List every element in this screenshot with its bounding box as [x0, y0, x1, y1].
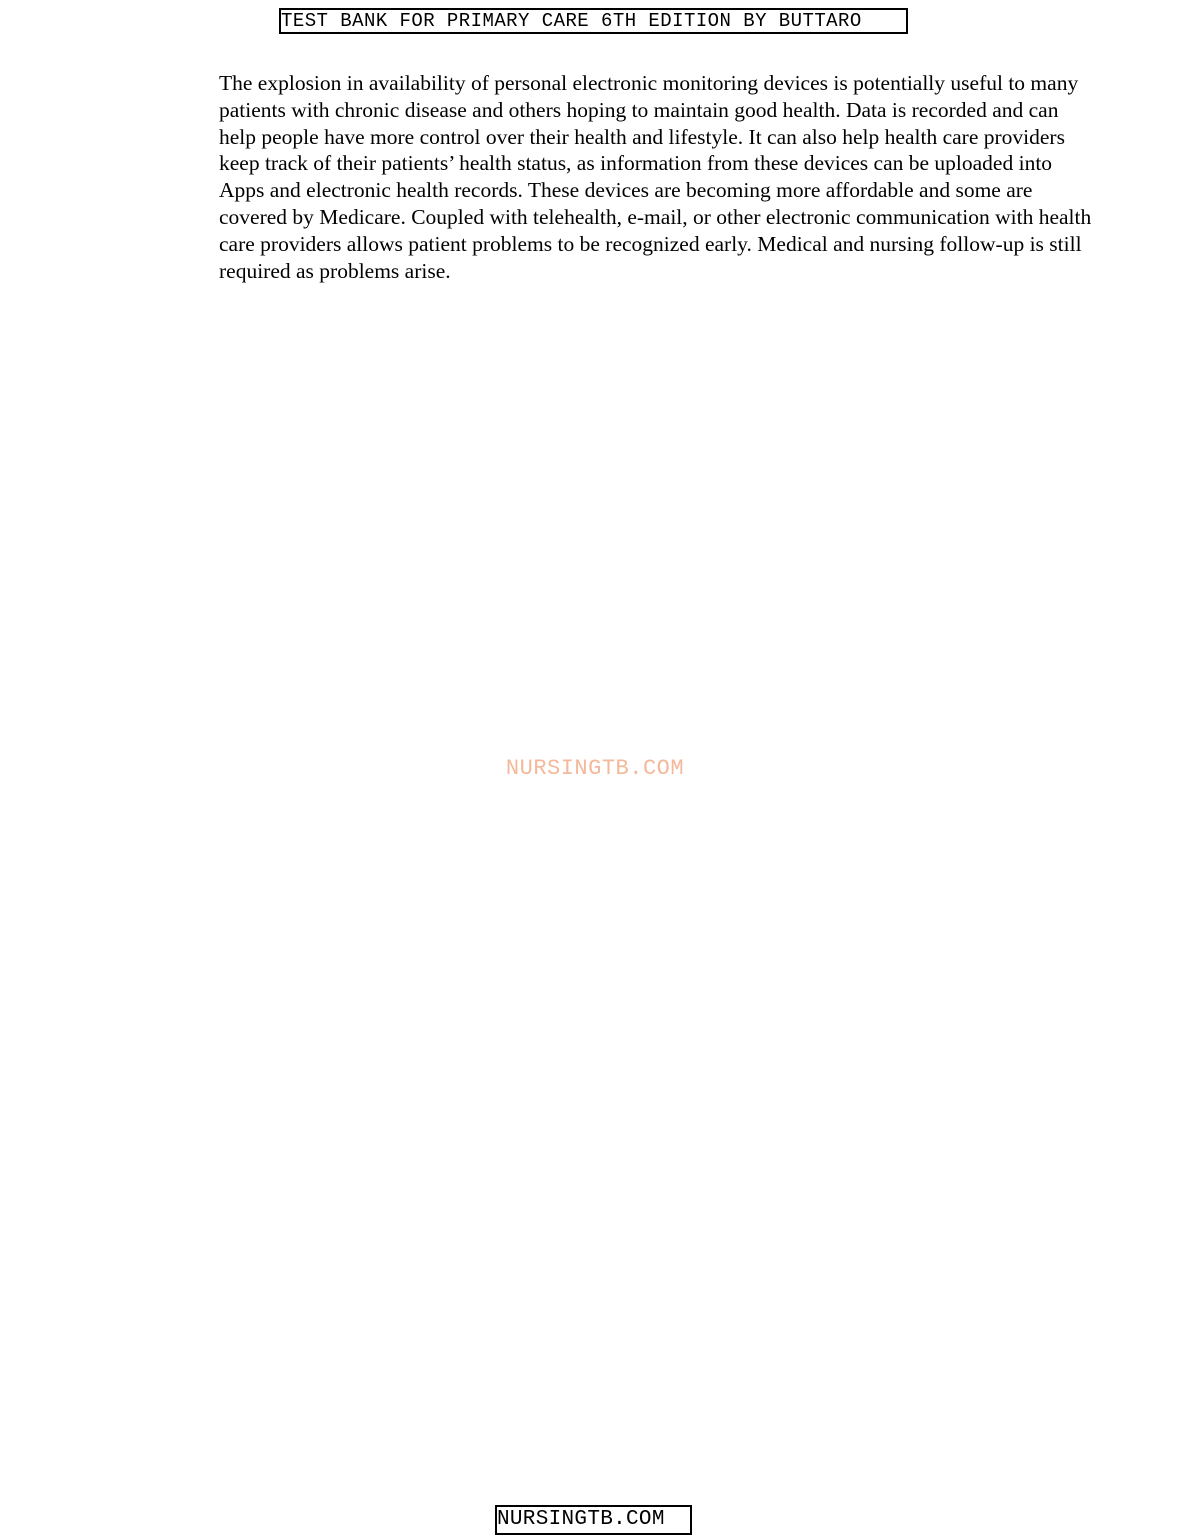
footer-banner: NURSINGTB.COM: [495, 1505, 692, 1535]
body-paragraph: The explosion in availability of personal electronic monitoring devices is potentially useful to many patients with chronic disease and others hoping to maintain good health. Data is recorded and can help people have more control over their health and lifestyle. It can also help health care providers keep track of their patients’ health status, as information from these devices can be uploaded into Apps and electronic health records. These devices are becoming more affordable and some are covered by Medicare. Coupled with telehealth, e-mail, or other electronic communication with health care providers allows patient problems to be recognized early. Medical and nursing follow-up is still required as problems arise.: [219, 71, 1092, 283]
header-banner: TEST BANK FOR PRIMARY CARE 6TH EDITION BY BUTTARO: [279, 8, 908, 34]
watermark-text: NURSINGTB.COM: [505, 756, 685, 781]
